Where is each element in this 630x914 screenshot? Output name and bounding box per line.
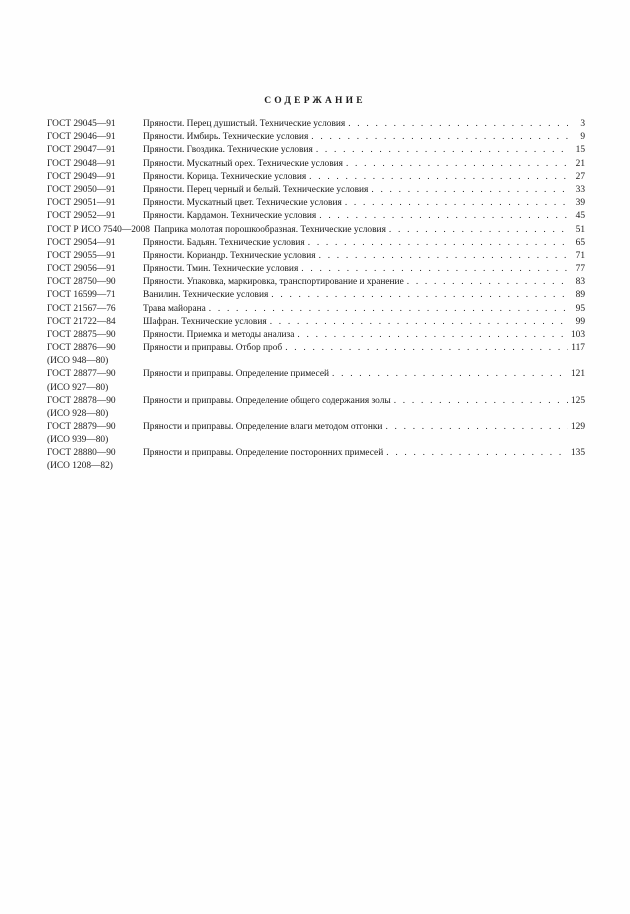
page-number: 89 [575,290,585,301]
standard-code: ГОСТ 28878—90 [47,395,116,406]
standard-code: ГОСТ 29054—91 [47,237,116,248]
toc-entry[interactable] [47,250,585,263]
standard-code: ГОСТ 29045—91 [47,119,116,129]
toc-entry[interactable] [47,171,585,184]
page-number: 99 [575,316,585,327]
entry-title: Пряности и приправы. Определение посторонних примесей [143,447,384,458]
page-number: 71 [575,250,585,261]
toc-entry[interactable] [47,144,585,157]
table-of-contents [47,118,585,473]
dot-leader [346,158,568,171]
entry-title: Пряности и приправы. Определение влаги методом отгонки [143,421,383,432]
toc-entry[interactable] [47,210,585,223]
page-number: 15 [575,145,585,156]
standard-code: ГОСТ 29056—91 [47,264,116,275]
entry-title-line [143,210,585,223]
entry-title: Пряности. Перец черный и белый. Технические условия [143,184,369,195]
entry-title: Ванилин. Технические условия [143,290,269,301]
entry-title: Паприка молотая порошкообразная. Технические условия [153,224,386,235]
toc-entry[interactable] [47,395,585,408]
standard-code: ГОСТ 29046—91 [47,132,116,143]
dot-leader [301,263,568,276]
entry-title: Шафран. Технические условия [143,316,267,327]
toc-entry[interactable] [47,368,585,381]
entry-title-line [143,316,585,329]
dot-leader [394,395,568,408]
page-number: 3 [580,119,585,129]
dot-leader [309,171,568,184]
entry-title-line [143,289,585,302]
contents-heading: СОДЕРЖАНИЕ [264,96,366,106]
toc-entry[interactable] [47,237,585,250]
entry-title-line [143,329,585,342]
toc-entry[interactable] [47,447,585,460]
toc-entry[interactable] [47,224,585,237]
entry-title: Пряности и приправы. Отбор проб [143,343,283,354]
toc-entry[interactable] [47,158,585,171]
page-number: 45 [575,211,585,222]
entry-title: Пряности. Кориандр. Технические условия [143,250,316,261]
entry-title: Трава майорана [143,303,206,314]
standard-code: ГОСТ 29051—91 [47,198,116,209]
dot-leader [386,447,568,460]
entry-title: Пряности. Корица. Технические условия [143,171,307,182]
dot-leader [308,237,568,250]
entry-title-line [143,368,585,381]
dot-leader [371,184,568,197]
dot-leader [316,144,568,157]
entry-title-line [143,158,585,171]
iso-reference: (ИСО 948—80) [47,356,109,367]
page-number: 9 [580,132,585,143]
page-number: 83 [575,277,585,288]
entry-title-line [143,276,585,289]
page-number: 27 [575,171,585,182]
entry-title-line [143,250,585,263]
dot-leader [319,210,568,223]
dot-leader [389,224,568,237]
standard-code: ГОСТ 29055—91 [47,250,116,261]
standard-code: ГОСТ 21567—76 [47,303,116,314]
entry-title-line [143,171,585,184]
page-number: 51 [575,224,585,235]
dot-leader [270,316,568,329]
toc-entry[interactable] [47,316,585,329]
entry-title-line [143,184,585,197]
page-number: 39 [575,198,585,209]
entry-title-line [143,303,585,316]
toc-entry[interactable] [47,263,585,276]
page-number: 21 [575,158,585,169]
toc-entry[interactable] [47,276,585,289]
standard-code: ГОСТ 29049—91 [47,171,116,182]
entry-title-line [143,144,585,157]
standard-code: ГОСТ 28880—90 [47,447,116,458]
standard-code: ГОСТ 29052—91 [47,211,116,222]
page-number: 95 [575,303,585,314]
toc-entry[interactable] [47,329,585,342]
page-number: 65 [575,237,585,248]
iso-reference: (ИСО 1208—82) [47,461,113,472]
entry-title: Пряности. Мускатный орех. Технические условия [143,158,343,169]
standard-code: ГОСТ Р ИСО 7540—2008 [47,224,150,235]
page-number: 129 [570,421,585,432]
toc-entry[interactable] [47,303,585,316]
entry-title-line [143,395,585,408]
standard-code: ГОСТ 29050—91 [47,184,116,195]
entry-title: Пряности и приправы. Определение примесей [143,369,330,380]
page-number: 117 [571,343,585,354]
entry-title-line [143,118,585,131]
toc-entry[interactable] [47,118,585,131]
toc-entry[interactable] [47,342,585,355]
page-number: 135 [570,447,585,458]
entry-title: Пряности. Тмин. Технические условия [143,264,299,275]
entry-title-line [143,421,585,434]
entry-title-line [143,131,585,144]
entry-title: Пряности. Мускатный цвет. Технические условия [143,198,342,209]
page-number: 33 [575,184,585,195]
dot-leader [319,250,568,263]
standard-code: ГОСТ 28875—90 [47,330,116,340]
entry-title: Пряности. Перец душистый. Технические условия [143,119,346,129]
standard-code: ГОСТ 16599—71 [47,290,116,301]
dot-leader [285,342,568,355]
dot-leader [348,118,568,131]
entry-title-line [143,197,585,210]
standard-code: ГОСТ 28876—90 [47,343,116,354]
dot-leader [345,197,568,210]
entry-title: Пряности. Бадьян. Технические условия [143,237,305,248]
dot-leader [385,421,567,434]
dot-leader [209,303,568,316]
page-number: 121 [570,369,585,380]
entry-title: Пряности и приправы. Определение общего содержания золы [143,395,391,406]
standard-code: ГОСТ 28879—90 [47,421,116,432]
entry-title-line [143,447,585,460]
dot-leader [332,368,568,381]
toc-entry[interactable] [47,197,585,210]
iso-reference: (ИСО 939—80) [47,434,109,445]
dot-leader [407,276,568,289]
standard-code: ГОСТ 28877—90 [47,369,116,380]
page-number: 125 [570,395,585,406]
page-number: 103 [570,330,585,340]
iso-reference: (ИСО 928—80) [47,408,109,419]
entry-title: Пряности. Имбирь. Технические условия [143,132,309,143]
entry-title: Пряности. Упаковка, маркировка, транспортирование и хранение [143,277,404,288]
toc-entry[interactable] [47,184,585,197]
dot-leader [271,289,568,302]
entry-title-line [143,263,585,276]
page-number: 77 [575,264,585,275]
dot-leader [311,131,568,144]
toc-entry[interactable] [47,421,585,434]
entry-title: Пряности. Кардамон. Технические условия [143,211,317,222]
iso-reference: (ИСО 927—80) [47,382,109,393]
entry-title: Пряности. Приемка и методы анализа [143,330,295,340]
entry-title-line [47,224,585,237]
entry-title-line [143,342,585,355]
standard-code: ГОСТ 29047—91 [47,145,116,156]
entry-title: Пряности. Гвоздика. Технические условия [143,145,313,156]
dot-leader [297,329,568,342]
standard-code: ГОСТ 28750—90 [47,277,116,288]
toc-entry[interactable] [47,289,585,302]
standard-code: ГОСТ 29048—91 [47,158,116,169]
entry-title-line [143,237,585,250]
toc-entry[interactable] [47,131,585,144]
standard-code: ГОСТ 21722—84 [47,316,116,327]
